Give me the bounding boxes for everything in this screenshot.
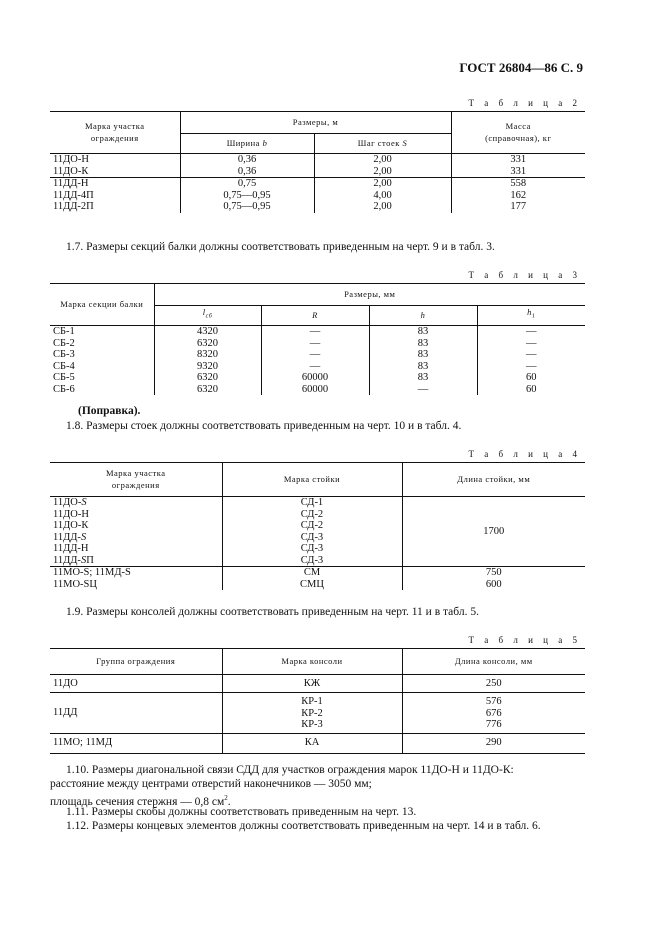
table3-col-dims: Размеры, мм: [154, 284, 585, 306]
table-row: 11МО-SЦ СМЦ 600: [50, 579, 585, 591]
table5-col-console: Марка консоли: [222, 649, 402, 675]
table3-col-h1: $h_1$: [477, 306, 585, 326]
paragraph-1-9: 1.9. Размеры консолей должны соответствовать приведенным на черт. 11 и в табл. 5.: [66, 606, 479, 618]
table-row: СБ-5 6320 60000 83 60: [50, 372, 585, 384]
page-header: ГОСТ 26804—86 С. 9: [459, 60, 583, 75]
table-row: 11ДО-Н 0,36 2,00 331: [50, 154, 585, 166]
table2-col-step: Шаг стоек S: [314, 134, 451, 154]
table-3: [50, 283, 585, 395]
table2-col-dims: Размеры, м: [180, 112, 451, 134]
table-row: СБ-2 6320 — 83 —: [50, 338, 585, 350]
correction-note: (Поправка).: [78, 405, 141, 417]
table-row: 11МО-S; 11МД-S СМ 750: [50, 567, 585, 579]
table-row: 11ДД-SП СД-3: [50, 555, 585, 567]
table3-col-h: h: [369, 306, 477, 326]
paragraph-1-11: 1.11. Размеры скобы должны соответствовать приведенным на черт. 13.: [66, 806, 417, 818]
table-row: СБ-3 8320 — 83 —: [50, 349, 585, 361]
table-row: 11ДД КР-1 КР-2 КР-3 576 676 776: [50, 693, 585, 734]
table5-col-group: Группа ограждения: [50, 649, 222, 675]
table-row: 11ДО КЖ 250: [50, 675, 585, 693]
table-row: 11ДД-4П 0,75—0,95 4,00 162: [50, 190, 585, 202]
table-row: 11ДО-Н СД-2: [50, 509, 585, 521]
paragraph-1-8: 1.8. Размеры стоек должны соответствовать приведенным на черт. 10 и в табл. 4.: [66, 420, 462, 432]
table-row: СБ-1 4320 — 83 —: [50, 326, 585, 338]
table5-caption: Т а б л и ц а 5: [468, 635, 581, 645]
table4-col-post: Марка стойки: [222, 463, 402, 497]
table3-col-l: $l_{сб}$: [154, 306, 261, 326]
table4-col-len: Длина стойки, мм: [402, 463, 585, 497]
table3-col-r: R: [261, 306, 369, 326]
table2-col-mark: Марка участка ограждения: [50, 112, 180, 154]
table2-col-width: Ширина b: [180, 134, 314, 154]
table-row: 11МО; 11МД КА 290: [50, 733, 585, 753]
table-2: [50, 111, 585, 213]
paragraph-1-7: 1.7. Размеры секций балки должны соответствовать приведенным на черт. 9 и в табл. 3.: [66, 241, 495, 253]
table-row: 11ДО-К 0,36 2,00 331: [50, 166, 585, 178]
table-row: 11ДД-2П 0,75—0,95 2,00 177: [50, 201, 585, 213]
table4-caption: Т а б л и ц а 4: [468, 449, 581, 459]
table3-col-mark: Марка секции балки: [50, 284, 154, 326]
paragraph-1-10: 1.10. Размеры диагональной связи СДД для участков ограждения марок 11ДО-Н и 11ДО-К:: [66, 764, 514, 776]
table-4: [50, 462, 585, 590]
paragraph-1-10-area: площадь сечения стержня — 0,8 $см^2$.: [50, 794, 231, 808]
table-5: [50, 648, 585, 754]
table-row: СБ-6 6320 60000 — 60: [50, 384, 585, 396]
table5-col-len: Длина консоли, мм: [402, 649, 585, 675]
paragraph-1-10-distance: расстояние между центрами отверстий наконечников — 3050 мм;: [50, 778, 372, 790]
table-row: 11ДД-Н СД-3: [50, 543, 585, 555]
paragraph-1-12: 1.12. Размеры концевых элементов должны соответствовать приведенным на черт. 14 и в табл. 6.: [66, 820, 541, 832]
table4-group1-length: 1700: [483, 525, 505, 537]
table-row: 11ДО-К СД-2: [50, 520, 585, 532]
table2-caption: Т а б л и ц а 2: [468, 98, 581, 108]
table-row: 11ДД-S СД-3: [50, 532, 585, 544]
table2-col-mass: Масса (справочная), кг: [451, 112, 585, 154]
table3-caption: Т а б л и ц а 3: [468, 270, 581, 280]
table-row: СБ-4 9320 — 83 —: [50, 361, 585, 373]
table-row: 11ДО-S СД-1 1700: [50, 497, 585, 509]
table4-col-mark: Марка участка ограждения: [50, 463, 222, 497]
table-row: 11ДД-Н 0,75 2,00 558: [50, 178, 585, 190]
